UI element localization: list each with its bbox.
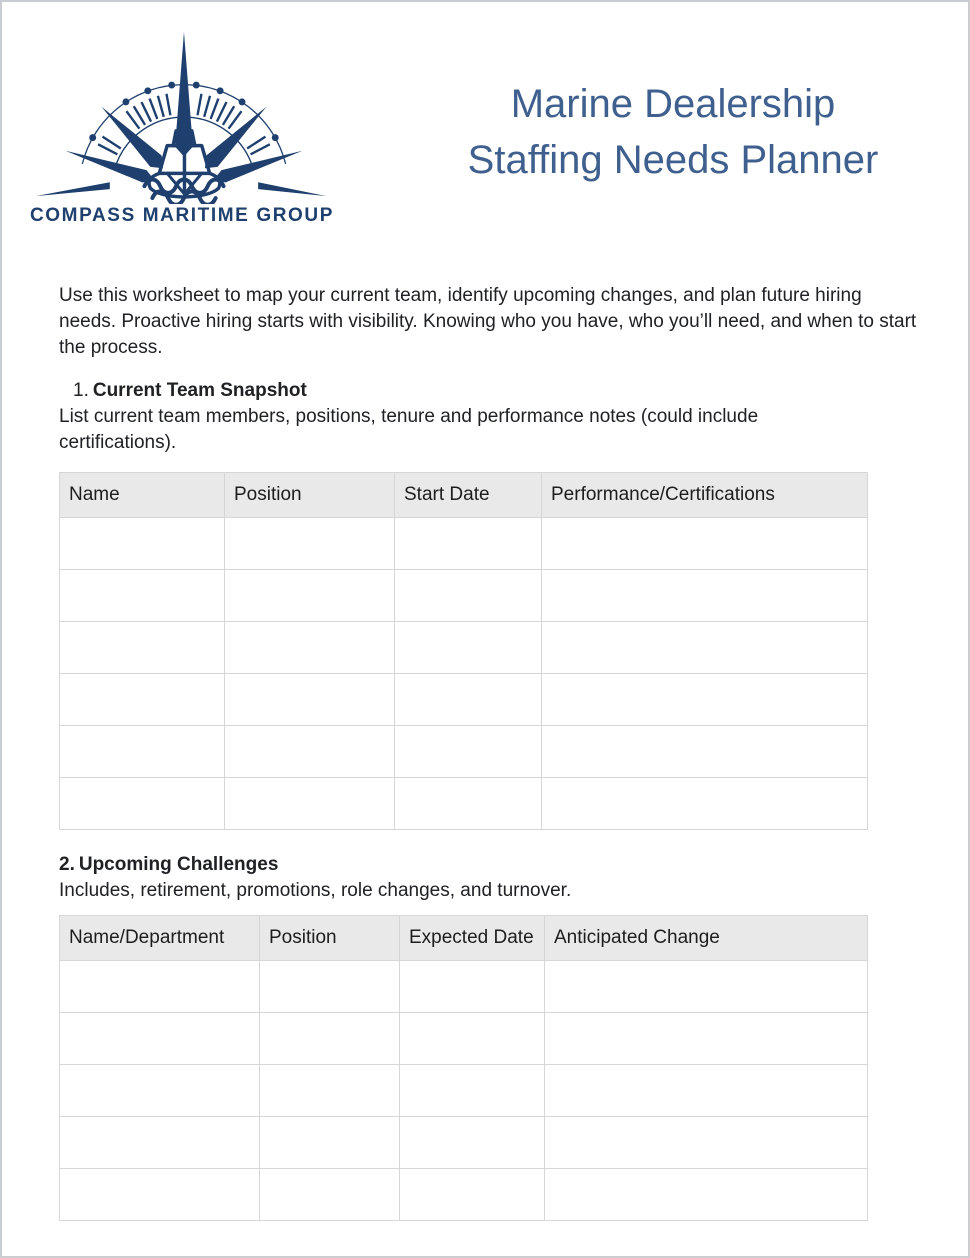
section-1-description: List current team members, positions, tenure and performance notes (could include certifications). [59,406,759,453]
table-cell[interactable] [60,961,260,1013]
table-row [60,674,868,726]
table-cell[interactable] [225,570,395,622]
table-cell[interactable] [545,1169,868,1221]
document-header [2,2,968,254]
brand-name: COMPASS MARITIME GROUP [29,205,335,226]
table-cell[interactable] [395,726,542,778]
table-cell[interactable] [542,778,868,830]
table-row [60,1065,868,1117]
section-1-title: Current Team Snapshot [92,380,307,401]
upcoming-challenges-header-row [60,916,868,961]
column-header-name-department: Name/Department [60,916,260,961]
table-row [60,1117,868,1169]
intro-paragraph: Use this worksheet to map your current team, identify upcoming changes, and plan future hiring needs. Proactive hiring starts with visibility. Knowing who you have, who you’ll need, and when to start the process. [59,285,917,358]
column-header-start-date: Start Date [395,473,542,518]
table-cell[interactable] [542,570,868,622]
table-cell[interactable] [545,1065,868,1117]
worksheet-body [2,283,968,1221]
column-header-position: Position [260,916,400,961]
page-title-line1: Marine Dealership [510,82,836,126]
section-2-heading [59,852,968,878]
table-cell[interactable] [542,726,868,778]
table-cell[interactable] [395,778,542,830]
table-row [60,1013,868,1065]
table-cell[interactable] [260,1065,400,1117]
table-cell[interactable] [395,570,542,622]
section-2-description: Includes, retirement, promotions, role changes, and turnover. [59,880,572,901]
table-cell[interactable] [400,1013,545,1065]
column-header-anticipated-change: Anticipated Change [545,916,868,961]
table-cell[interactable] [225,726,395,778]
column-header-position: Position [225,473,395,518]
table-cell[interactable] [395,622,542,674]
table-row [60,961,868,1013]
table-cell[interactable] [60,1169,260,1221]
table-row [60,1169,868,1221]
section-1-number: 1. [73,380,89,401]
table-row [60,622,868,674]
table-cell[interactable] [60,1065,260,1117]
table-cell[interactable] [225,622,395,674]
table-cell[interactable] [545,1117,868,1169]
current-team-header-row [60,473,868,518]
section-1-heading [59,378,968,404]
table-cell[interactable] [60,1013,260,1065]
table-cell[interactable] [60,622,225,674]
table-cell[interactable] [400,961,545,1013]
table-cell[interactable] [542,674,868,726]
company-logo [26,26,338,227]
table-row [60,778,868,830]
table-cell[interactable] [60,726,225,778]
table-cell[interactable] [542,622,868,674]
table-cell[interactable] [545,961,868,1013]
table-cell[interactable] [60,1117,260,1169]
table-cell[interactable] [225,674,395,726]
upcoming-challenges-table [59,915,868,1221]
table-cell[interactable] [260,1117,400,1169]
table-cell[interactable] [260,961,400,1013]
page-title-line2: Staffing Needs Planner [467,138,879,182]
table-row [60,570,868,622]
table-cell[interactable] [60,570,225,622]
column-header-name: Name [60,473,225,518]
table-cell[interactable] [395,674,542,726]
page-title [427,76,919,188]
compass-spikes [36,32,327,196]
table-cell[interactable] [542,518,868,570]
table-cell[interactable] [260,1013,400,1065]
section-2-title: Upcoming Challenges [78,854,279,875]
table-cell[interactable] [400,1065,545,1117]
section-2-number: 2. [59,854,75,875]
table-cell[interactable] [60,778,225,830]
table-cell[interactable] [225,778,395,830]
table-row [60,518,868,570]
table-cell[interactable] [395,518,542,570]
table-cell[interactable] [545,1013,868,1065]
table-cell[interactable] [225,518,395,570]
table-cell[interactable] [400,1117,545,1169]
compass-ship-logo-icon [26,26,336,204]
table-cell[interactable] [400,1169,545,1221]
table-row [60,726,868,778]
table-cell[interactable] [60,518,225,570]
column-header-expected-date: Expected Date [400,916,545,961]
column-header-performance-certifications: Performance/Certifications [542,473,868,518]
table-cell[interactable] [60,674,225,726]
current-team-table [59,472,868,830]
table-cell[interactable] [260,1169,400,1221]
